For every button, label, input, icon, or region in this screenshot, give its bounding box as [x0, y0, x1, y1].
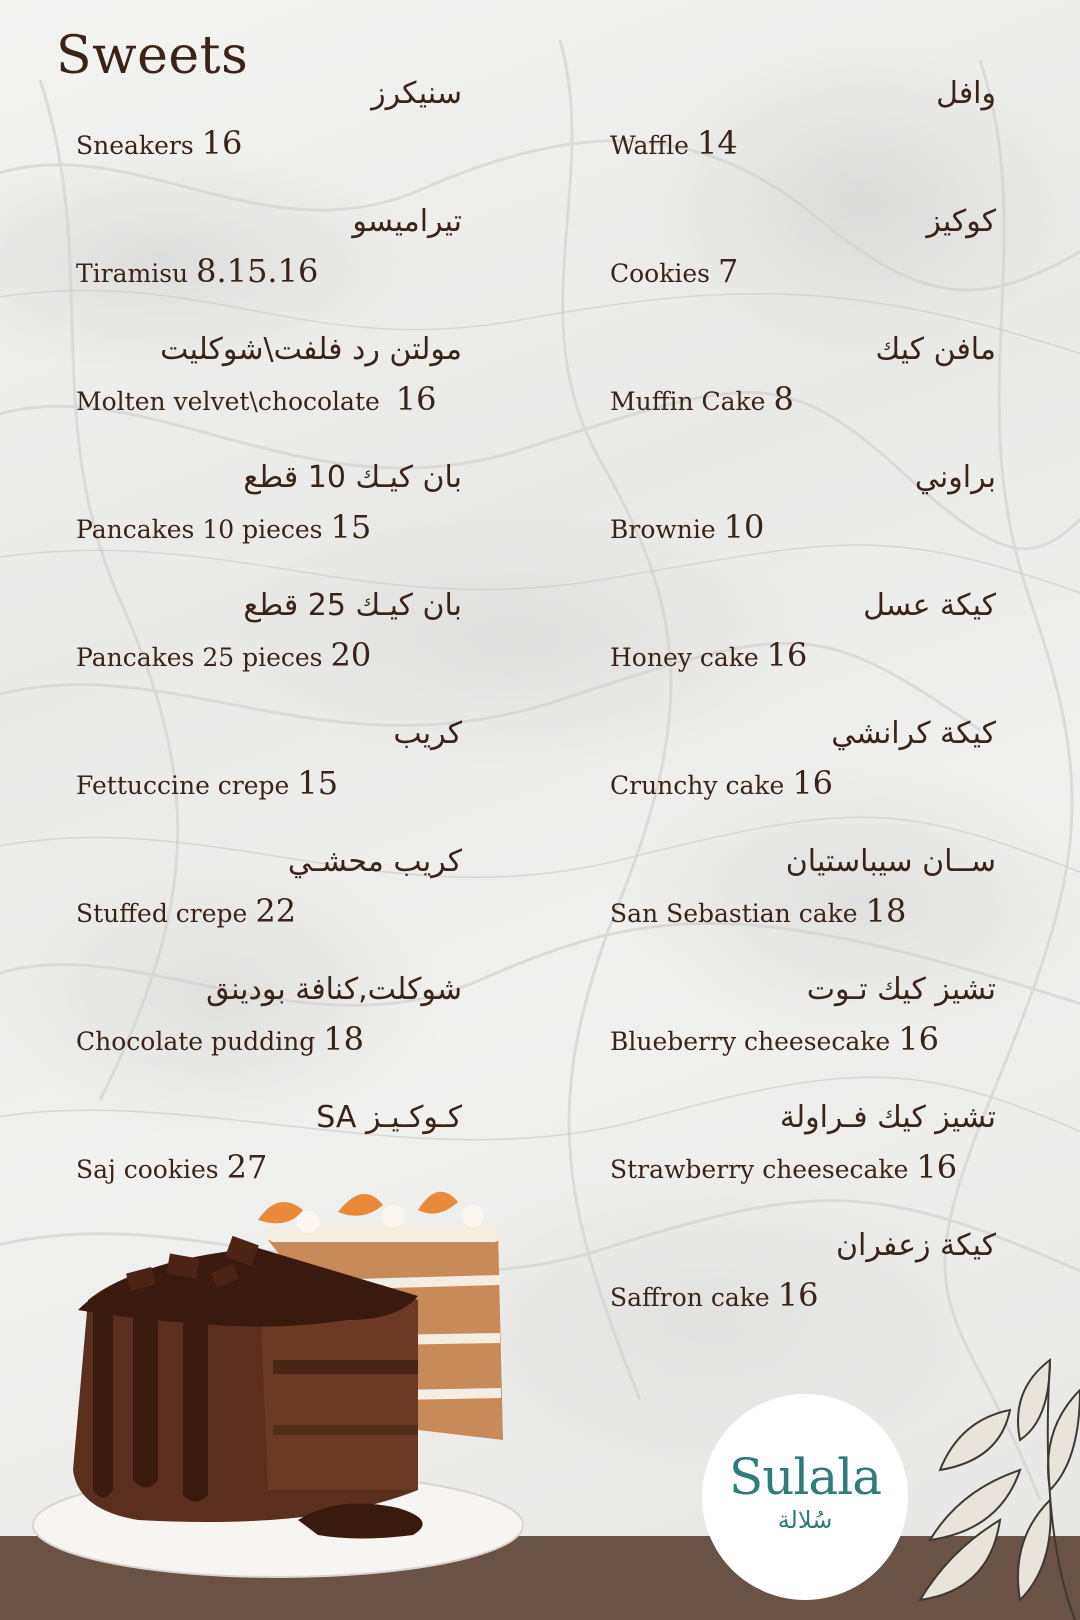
item-english-name — [76, 1020, 364, 1058]
item-arabic-name: سنيكرز — [371, 76, 462, 111]
page-title: Sweets — [56, 26, 249, 86]
item-arabic-name: شوكلت,كنافة بودينق — [206, 972, 462, 1007]
item-price: 16 — [777, 1276, 819, 1314]
item-name: Blueberry cheesecake — [610, 1027, 891, 1056]
item-arabic-name: كريب محشـي — [287, 844, 462, 879]
item-price: 27 — [226, 1148, 268, 1186]
item-name: Waffle — [610, 131, 689, 160]
item-price: 16 — [916, 1148, 958, 1186]
item-english-name — [610, 508, 764, 546]
item-english-name — [76, 636, 371, 674]
item-name: Tiramisu — [76, 259, 189, 288]
item-name: Stuffed crepe — [76, 899, 248, 928]
item-english-name — [610, 764, 833, 802]
item-arabic-name: كـوكـيـز SA — [316, 1100, 462, 1135]
item-english-name — [76, 252, 318, 290]
menu-item — [610, 326, 996, 454]
item-price: 16 — [792, 764, 834, 802]
item-name: Fettuccine crepe — [76, 771, 290, 800]
menu-item — [76, 70, 462, 198]
menu-item — [610, 966, 996, 1094]
item-name: Strawberry cheesecake — [610, 1155, 909, 1184]
item-english-name — [76, 1148, 267, 1186]
item-arabic-name: بان كيـك 25 قطع — [243, 588, 462, 623]
item-price: 8.15.16 — [196, 252, 319, 290]
menu-item — [76, 710, 462, 838]
menu-item — [610, 198, 996, 326]
item-name: Crunchy cake — [610, 771, 785, 800]
item-name: Pancakes 25 pieces — [76, 643, 323, 672]
item-arabic-name: كيكة كرانشي — [831, 716, 996, 751]
menu-item — [610, 710, 996, 838]
item-english-name — [610, 380, 794, 418]
menu-item — [76, 966, 462, 1094]
logo-arabic-text: سُلالة — [777, 1506, 833, 1534]
item-arabic-name: مافن كيك — [875, 332, 996, 367]
item-price: 15 — [297, 764, 339, 802]
item-price: 10 — [723, 508, 765, 546]
left-menu-column — [76, 70, 462, 1222]
item-arabic-name: كريب — [393, 716, 462, 751]
item-english-name — [76, 380, 436, 418]
item-name: Pancakes 10 pieces — [76, 515, 323, 544]
item-name: Muffin Cake — [610, 387, 766, 416]
item-arabic-name: كوكيز — [926, 204, 996, 239]
menu-item — [610, 454, 996, 582]
item-price: 8 — [773, 380, 794, 418]
menu-item — [610, 1094, 996, 1222]
item-name: Saffron cake — [610, 1283, 770, 1312]
item-english-name — [610, 252, 738, 290]
item-arabic-name: تشيز كيك تـوت — [806, 972, 996, 1007]
item-price: 18 — [323, 1020, 364, 1058]
item-arabic-name: براوني — [914, 460, 996, 495]
item-arabic-name: تيراميسو — [352, 204, 462, 239]
menu-item — [610, 838, 996, 966]
item-name: Molten velvet\chocolate — [76, 387, 388, 416]
menu-item — [76, 838, 462, 966]
menu-item — [610, 1222, 996, 1350]
item-arabic-name: مولتن رد فلفت\شوكليت — [160, 332, 462, 367]
item-price: 22 — [255, 892, 297, 930]
item-english-name — [76, 764, 338, 802]
item-price: 14 — [696, 124, 738, 162]
item-price: 16 — [201, 124, 243, 162]
item-english-name — [76, 124, 242, 162]
item-name: Cookies — [610, 259, 710, 288]
leaf-decoration — [900, 1350, 1080, 1620]
item-arabic-name: كيكة عسل — [863, 588, 996, 623]
item-arabic-name: ســان سيباستيان — [785, 844, 996, 879]
item-english-name — [76, 892, 296, 930]
item-english-name — [76, 508, 371, 546]
right-menu-column — [610, 70, 996, 1350]
item-arabic-name: وافل — [936, 76, 996, 111]
item-name: Saj cookies — [76, 1155, 219, 1184]
item-english-name — [610, 1020, 939, 1058]
menu-item — [76, 198, 462, 326]
item-english-name — [610, 124, 738, 162]
item-name: Honey cake — [610, 643, 759, 672]
menu-item — [610, 582, 996, 710]
item-english-name — [610, 636, 807, 674]
item-price: 7 — [718, 252, 739, 290]
item-arabic-name: كيكة زعفران — [835, 1228, 996, 1263]
menu-item — [76, 582, 462, 710]
item-price: 16 — [766, 636, 808, 674]
brand-logo — [702, 1394, 908, 1600]
item-name: Sneakers — [76, 131, 194, 160]
menu-item — [76, 326, 462, 454]
item-arabic-name: تشيز كيك فـراولة — [779, 1100, 996, 1135]
cake-illustration — [18, 1190, 538, 1585]
item-name: Chocolate pudding — [76, 1027, 316, 1056]
item-english-name — [610, 1276, 818, 1314]
logo-latin-text: Sulala — [728, 1448, 882, 1506]
item-price: 20 — [330, 636, 372, 674]
menu-item — [76, 454, 462, 582]
menu-item — [610, 70, 996, 198]
item-english-name — [610, 892, 906, 930]
item-price: 15 — [330, 508, 372, 546]
item-name: Brownie — [610, 515, 716, 544]
item-price: 16 — [898, 1020, 939, 1058]
item-price: 16 — [395, 380, 437, 418]
item-price: 18 — [865, 892, 907, 930]
item-name: San Sebastian cake — [610, 899, 858, 928]
item-arabic-name: بان كيـك 10 قطع — [243, 460, 462, 495]
item-english-name — [610, 1148, 957, 1186]
